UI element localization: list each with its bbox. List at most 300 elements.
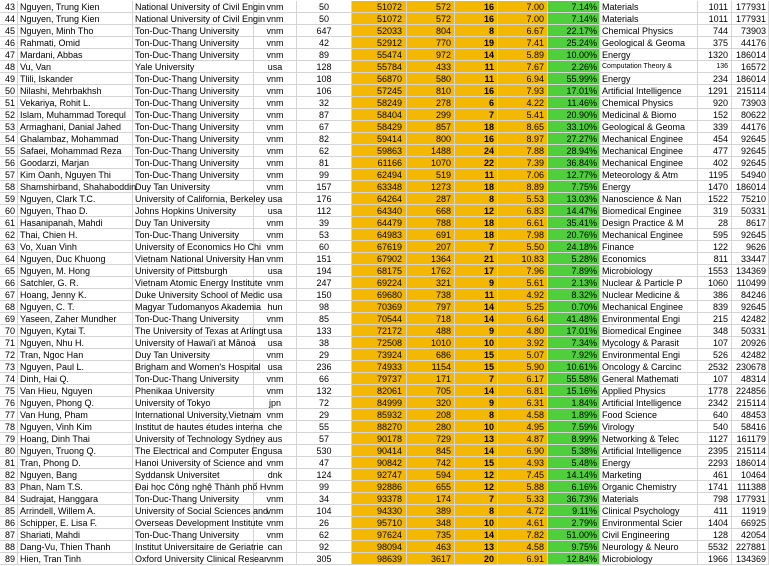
cell-value-e[interactable]: 28 <box>698 217 732 229</box>
cell-rank[interactable]: 62494 <box>352 169 407 181</box>
cell-value-c[interactable]: 11 <box>455 289 498 301</box>
cell-value-a[interactable]: 157 <box>297 181 352 193</box>
cell-author-name[interactable]: Dang-Vu, Thien Thanh <box>18 541 133 553</box>
cell-percentage[interactable]: 12.77% <box>548 169 600 181</box>
cell-rank[interactable]: 95710 <box>352 517 407 529</box>
cell-value-e[interactable]: 839 <box>698 301 732 313</box>
cell-value-c[interactable]: 16 <box>455 133 498 145</box>
cell-value-c[interactable]: 17 <box>455 265 498 277</box>
cell-field[interactable]: Microbiology <box>600 553 698 565</box>
cell-rank[interactable]: 84999 <box>352 397 407 409</box>
cell-value-c[interactable]: 24 <box>455 145 498 157</box>
cell-value-f[interactable]: 10464 <box>732 469 769 481</box>
cell-value-d[interactable]: 7.00 <box>498 13 548 25</box>
cell-field[interactable]: Biomedical Enginee <box>600 325 698 337</box>
cell-institution[interactable]: National University of Civil Engin <box>135 2 266 12</box>
cell-value-b[interactable]: 1154 <box>407 361 455 373</box>
cell-author-name[interactable]: Van Hung, Pham <box>18 409 133 421</box>
table-row[interactable] <box>0 25 769 37</box>
cell-country-code[interactable]: che <box>254 421 297 433</box>
cell-country-code[interactable]: usa <box>254 205 297 217</box>
cell-institution[interactable]: Vietnam Atomic Energy Institute <box>135 278 263 288</box>
cell-value-f[interactable]: 92645 <box>732 157 769 169</box>
cell-value-e[interactable]: 339 <box>698 121 732 133</box>
cell-rank[interactable]: 98639 <box>352 553 407 565</box>
cell-field[interactable]: Chemical Physics <box>600 97 698 109</box>
cell-institution[interactable]: University of Tokyo <box>133 397 254 409</box>
cell-value-b[interactable]: 797 <box>407 301 455 313</box>
cell-value-b[interactable]: 278 <box>407 97 455 109</box>
table-row[interactable] <box>0 325 769 337</box>
cell-value-e[interactable]: 920 <box>698 97 732 109</box>
cell-rank[interactable]: 94330 <box>352 505 407 517</box>
cell-percentage[interactable]: 7.92% <box>548 349 600 361</box>
cell-author-name[interactable]: Nguyen, Truong Q. <box>18 445 133 457</box>
table-row[interactable] <box>0 49 769 61</box>
cell-value-a[interactable]: 72 <box>297 397 352 409</box>
cell-field[interactable]: Clinical Psychology <box>600 505 698 517</box>
cell-percentage[interactable]: 8.32% <box>548 289 600 301</box>
cell-institution[interactable]: Ton-Duc-Thang University <box>133 133 254 145</box>
cell-field[interactable]: Biomedical Enginee <box>600 205 698 217</box>
cell-value-f[interactable]: 11919 <box>732 505 769 517</box>
cell-value-c[interactable]: 9 <box>455 325 498 337</box>
cell-author-name[interactable]: Goodarzi, Marjan <box>18 157 133 169</box>
cell-value-c[interactable]: 16 <box>455 85 498 97</box>
cell-institution[interactable]: The University of Texas at Arlingt <box>135 326 266 336</box>
cell-value-a[interactable]: 29 <box>297 349 352 361</box>
cell-value-b[interactable]: 691 <box>407 229 455 241</box>
cell-value-a[interactable]: 50 <box>297 13 352 25</box>
cell-value-a[interactable]: 133 <box>297 325 352 337</box>
cell-value-f[interactable]: 73903 <box>732 97 769 109</box>
cell-value-a[interactable]: 176 <box>297 193 352 205</box>
cell-percentage[interactable]: 2.79% <box>548 517 600 529</box>
cell-value-c[interactable]: 15 <box>455 361 498 373</box>
cell-value-a[interactable]: 647 <box>297 25 352 37</box>
cell-country-code[interactable]: usa <box>254 337 297 349</box>
cell-author-name[interactable]: Nguyen, Phong Q. <box>18 397 133 409</box>
cell-country-code[interactable]: vnm <box>254 157 297 169</box>
cell-value-f[interactable]: 177931 <box>732 13 769 25</box>
cell-value-e[interactable]: 348 <box>698 325 732 337</box>
cell-rank[interactable]: 88270 <box>352 421 407 433</box>
table-row[interactable] <box>0 241 769 253</box>
cell-value-e[interactable]: 640 <box>698 409 732 421</box>
cell-value-f[interactable]: 33447 <box>732 253 769 265</box>
cell-value-a[interactable]: 98 <box>297 301 352 313</box>
cell-institution[interactable]: National University of Civil Engin <box>135 14 266 24</box>
cell-author-name[interactable]: Ghalambaz, Mohammad <box>18 133 133 145</box>
table-row[interactable] <box>0 457 769 469</box>
cell-value-f[interactable]: 9626 <box>732 241 769 253</box>
cell-percentage[interactable]: 25.24% <box>548 37 600 49</box>
cell-value-d[interactable]: 7.98 <box>498 229 548 241</box>
cell-value-d[interactable]: 6.61 <box>498 217 548 229</box>
cell-country-code[interactable]: vnm <box>254 229 297 241</box>
cell-percentage[interactable]: 7.59% <box>548 421 600 433</box>
cell-institution[interactable]: Ton-Duc-Thang University <box>133 157 254 169</box>
cell-value-f[interactable]: 186014 <box>732 49 769 61</box>
cell-field[interactable]: Design Practice & M <box>600 217 698 229</box>
cell-percentage[interactable]: 12.84% <box>548 553 600 565</box>
cell-value-f[interactable]: 92645 <box>732 133 769 145</box>
cell-author-name[interactable]: Nguyen, Clark T.C. <box>18 193 133 205</box>
cell-rank[interactable]: 97624 <box>352 529 407 541</box>
cell-value-a[interactable]: 85 <box>297 313 352 325</box>
cell-value-c[interactable]: 10 <box>455 337 498 349</box>
cell-value-f[interactable]: 58416 <box>732 421 769 433</box>
cell-institution[interactable]: Ton-Duc-Thang University <box>133 109 254 121</box>
cell-institution[interactable]: Ton-Duc-Thang University <box>133 85 254 97</box>
cell-value-a[interactable]: 81 <box>297 157 352 169</box>
cell-value-c[interactable]: 12 <box>455 205 498 217</box>
cell-percentage[interactable]: 27.27% <box>548 133 600 145</box>
cell-value-b[interactable]: 735 <box>407 529 455 541</box>
cell-country-code[interactable]: vnm <box>254 109 297 121</box>
cell-institution[interactable]: Ton-Duc-Thang University <box>133 121 254 133</box>
table-row[interactable] <box>0 133 769 145</box>
cell-rank[interactable]: 63348 <box>352 181 407 193</box>
cell-rank[interactable]: 58249 <box>352 97 407 109</box>
cell-percentage[interactable]: 20.90% <box>548 109 600 121</box>
cell-value-d[interactable]: 4.95 <box>498 421 548 433</box>
cell-value-f[interactable]: 230678 <box>732 361 769 373</box>
cell-value-d[interactable]: 5.50 <box>498 241 548 253</box>
cell-value-a[interactable]: 29 <box>297 409 352 421</box>
table-row[interactable] <box>0 85 769 97</box>
cell-percentage[interactable]: 5.48% <box>548 457 600 469</box>
cell-value-f[interactable]: 8617 <box>732 217 769 229</box>
cell-value-d[interactable]: 8.97 <box>498 133 548 145</box>
cell-value-a[interactable]: 53 <box>297 229 352 241</box>
cell-value-f[interactable]: 186014 <box>732 181 769 193</box>
cell-value-c[interactable]: 13 <box>455 541 498 553</box>
cell-institution[interactable]: Ton-Duc-Thang University <box>133 145 254 157</box>
cell-value-e[interactable]: 136 <box>698 61 732 73</box>
cell-percentage[interactable]: 22.17% <box>548 25 600 37</box>
cell-value-d[interactable]: 8.65 <box>498 121 548 133</box>
cell-field[interactable]: General Mathemati <box>600 373 698 385</box>
cell-value-b[interactable]: 389 <box>407 505 455 517</box>
cell-value-d[interactable]: 4.58 <box>498 541 548 553</box>
cell-value-a[interactable]: 60 <box>297 241 352 253</box>
cell-author-name[interactable]: Arrindell, Willem A. <box>18 505 133 517</box>
cell-value-d[interactable]: 5.41 <box>498 109 548 121</box>
cell-country-code[interactable]: vnm <box>254 73 297 85</box>
cell-field[interactable]: Mechanical Enginee <box>600 133 698 145</box>
cell-value-b[interactable]: 800 <box>407 133 455 145</box>
cell-rank[interactable]: 61166 <box>352 157 407 169</box>
cell-value-e[interactable]: 1966 <box>698 553 732 565</box>
cell-value-a[interactable]: 112 <box>297 205 352 217</box>
cell-value-b[interactable]: 655 <box>407 481 455 493</box>
cell-author-name[interactable]: Kim Oanh, Nguyen Thi <box>18 169 133 181</box>
table-row[interactable] <box>0 121 769 133</box>
cell-value-c[interactable]: 22 <box>455 157 498 169</box>
table-row[interactable] <box>0 361 769 373</box>
cell-author-name[interactable]: Hien, Tran Tinh <box>18 553 133 565</box>
cell-value-c[interactable]: 19 <box>455 37 498 49</box>
cell-country-code[interactable]: vnm <box>254 97 297 109</box>
cell-percentage[interactable]: 20.76% <box>548 229 600 241</box>
cell-author-name[interactable]: Rahmati, Omid <box>18 37 133 49</box>
cell-author-name[interactable]: Nguyen, Bang <box>18 469 133 481</box>
cell-value-c[interactable]: 14 <box>455 529 498 541</box>
cell-value-f[interactable]: 177931 <box>732 1 769 13</box>
cell-value-c[interactable]: 6 <box>455 97 498 109</box>
cell-value-b[interactable]: 348 <box>407 517 455 529</box>
cell-author-name[interactable]: Phan, Nam T.S. <box>18 481 133 493</box>
cell-value-e[interactable]: 107 <box>698 337 732 349</box>
cell-value-f[interactable]: 44176 <box>732 121 769 133</box>
cell-field[interactable]: Finance <box>600 241 698 253</box>
cell-value-d[interactable]: 6.81 <box>498 385 548 397</box>
cell-field[interactable]: Energy <box>600 49 698 61</box>
cell-value-b[interactable]: 488 <box>407 325 455 337</box>
cell-value-b[interactable]: 845 <box>407 445 455 457</box>
cell-value-c[interactable]: 21 <box>455 253 498 265</box>
cell-rank[interactable]: 70369 <box>352 301 407 313</box>
cell-value-d[interactable]: 8.89 <box>498 181 548 193</box>
cell-value-c[interactable]: 12 <box>455 469 498 481</box>
cell-field[interactable]: Food Science <box>600 409 698 421</box>
cell-field[interactable]: Artificial Intelligence <box>600 85 698 97</box>
cell-percentage[interactable]: 8.99% <box>548 433 600 445</box>
cell-value-e[interactable]: 5532 <box>698 541 732 553</box>
cell-value-c[interactable]: 14 <box>455 445 498 457</box>
cell-country-code[interactable]: vnm <box>254 493 297 505</box>
table-row[interactable] <box>0 13 769 25</box>
cell-value-c[interactable]: 8 <box>455 193 498 205</box>
cell-value-b[interactable]: 972 <box>407 49 455 61</box>
cell-value-c[interactable]: 14 <box>455 49 498 61</box>
cell-value-f[interactable]: 75210 <box>732 193 769 205</box>
cell-institution[interactable]: Overseas Development Institute <box>135 518 264 528</box>
cell-value-a[interactable]: 132 <box>297 385 352 397</box>
cell-value-a[interactable]: 99 <box>297 169 352 181</box>
cell-author-name[interactable]: Nguyen, Vinh Kim <box>18 421 133 433</box>
cell-value-d[interactable]: 5.53 <box>498 193 548 205</box>
cell-value-c[interactable]: 11 <box>455 73 498 85</box>
cell-value-b[interactable]: 1273 <box>407 181 455 193</box>
cell-value-a[interactable]: 34 <box>297 493 352 505</box>
cell-rank[interactable]: 90842 <box>352 457 407 469</box>
cell-rank[interactable]: 68175 <box>352 265 407 277</box>
cell-field[interactable]: Neurology & Neuro <box>600 541 698 553</box>
cell-value-c[interactable]: 15 <box>455 349 498 361</box>
table-row[interactable] <box>0 169 769 181</box>
cell-value-b[interactable]: 705 <box>407 385 455 397</box>
cell-value-c[interactable]: 14 <box>455 301 498 313</box>
cell-value-c[interactable]: 13 <box>455 433 498 445</box>
cell-value-f[interactable]: 186014 <box>732 457 769 469</box>
cell-rank[interactable]: 52912 <box>352 37 407 49</box>
cell-value-d[interactable]: 5.25 <box>498 301 548 313</box>
cell-value-c[interactable]: 8 <box>455 409 498 421</box>
table-row[interactable] <box>0 385 769 397</box>
cell-value-c[interactable]: 18 <box>455 217 498 229</box>
cell-field[interactable]: Applied Physics <box>600 385 698 397</box>
cell-field[interactable]: Nuclear & Particle P <box>600 277 698 289</box>
cell-value-c[interactable]: 11 <box>455 169 498 181</box>
cell-field[interactable]: Mechanical Enginee <box>600 229 698 241</box>
cell-value-d[interactable]: 3.92 <box>498 337 548 349</box>
cell-value-e[interactable]: 411 <box>698 505 732 517</box>
cell-percentage[interactable]: 33.10% <box>548 121 600 133</box>
cell-author-name[interactable]: Thai, Chien H. <box>18 229 133 241</box>
table-row[interactable] <box>0 181 769 193</box>
cell-field[interactable]: Mechanical Enginee <box>600 157 698 169</box>
cell-institution[interactable]: Ton-Duc-Thang University <box>133 313 254 325</box>
cell-field[interactable]: Energy <box>600 181 698 193</box>
table-row[interactable] <box>0 397 769 409</box>
cell-value-e[interactable]: 1011 <box>698 1 732 13</box>
cell-value-f[interactable]: 44176 <box>732 37 769 49</box>
table-row[interactable] <box>0 337 769 349</box>
table-row[interactable] <box>0 301 769 313</box>
cell-value-a[interactable]: 32 <box>297 97 352 109</box>
cell-value-f[interactable]: 48314 <box>732 373 769 385</box>
cell-value-e[interactable]: 1470 <box>698 181 732 193</box>
table-row[interactable] <box>0 217 769 229</box>
cell-field[interactable]: Environmental Scier <box>600 517 698 529</box>
cell-institution[interactable]: Institut Universitaire de Geriatrie <box>135 542 264 552</box>
cell-field[interactable]: Materials <box>600 1 698 13</box>
cell-institution[interactable]: Duy Tan University <box>133 217 254 229</box>
cell-rank[interactable]: 56870 <box>352 73 407 85</box>
cell-value-c[interactable]: 18 <box>455 121 498 133</box>
cell-institution[interactable]: Ton-Duc-Thang University <box>133 529 254 541</box>
cell-value-b[interactable]: 738 <box>407 289 455 301</box>
cell-author-name[interactable]: Nguyen, Trung Kien <box>18 1 133 13</box>
cell-value-f[interactable]: 110499 <box>732 277 769 289</box>
cell-value-e[interactable]: 234 <box>698 73 732 85</box>
cell-value-d[interactable]: 7.45 <box>498 469 548 481</box>
cell-value-d[interactable]: 6.17 <box>498 373 548 385</box>
cell-value-b[interactable]: 3617 <box>407 553 455 565</box>
cell-value-f[interactable]: 92645 <box>732 229 769 241</box>
cell-value-d[interactable]: 7.88 <box>498 145 548 157</box>
cell-value-b[interactable]: 686 <box>407 349 455 361</box>
cell-value-e[interactable]: 319 <box>698 205 732 217</box>
cell-field[interactable]: Virology <box>600 421 698 433</box>
cell-author-name[interactable]: Satchler, G. R. <box>18 277 133 289</box>
cell-value-c[interactable]: 7 <box>455 373 498 385</box>
cell-field[interactable]: Mycology & Parasit <box>600 337 698 349</box>
cell-institution[interactable]: Duy Tan University <box>133 349 254 361</box>
cell-country-code[interactable]: vnm <box>254 553 297 565</box>
cell-field[interactable]: Artificial Intelligence <box>600 445 698 457</box>
cell-value-a[interactable]: 128 <box>297 61 352 73</box>
cell-percentage[interactable]: 7.34% <box>548 337 600 349</box>
cell-value-d[interactable]: 5.89 <box>498 49 548 61</box>
cell-value-e[interactable]: 744 <box>698 25 732 37</box>
cell-country-code[interactable]: vnm <box>254 373 297 385</box>
cell-percentage[interactable]: 7.14% <box>548 1 600 13</box>
cell-country-code[interactable]: jpn <box>254 397 297 409</box>
cell-value-b[interactable]: 810 <box>407 85 455 97</box>
cell-value-c[interactable]: 8 <box>455 25 498 37</box>
cell-value-c[interactable]: 11 <box>455 61 498 73</box>
cell-value-c[interactable]: 16 <box>455 13 498 25</box>
cell-value-e[interactable]: 1127 <box>698 433 732 445</box>
cell-author-name[interactable]: Vo, Xuan Vinh <box>18 241 133 253</box>
cell-value-b[interactable]: 433 <box>407 61 455 73</box>
cell-percentage[interactable]: 55.99% <box>548 73 600 85</box>
cell-field[interactable]: Nanoscience & Nan <box>600 193 698 205</box>
cell-value-d[interactable]: 4.87 <box>498 433 548 445</box>
cell-rank[interactable]: 57245 <box>352 85 407 97</box>
cell-author-name[interactable]: Nilashi, Mehrbakhsh <box>18 85 133 97</box>
cell-value-d[interactable]: 7.96 <box>498 265 548 277</box>
cell-country-code[interactable]: usa <box>254 61 297 73</box>
cell-institution[interactable]: Hanoi University of Science and <box>135 458 263 468</box>
cell-author-name[interactable]: Islam, Muhammad Torequl <box>18 109 133 121</box>
cell-percentage[interactable]: 41.48% <box>548 313 600 325</box>
cell-value-f[interactable]: 224856 <box>732 385 769 397</box>
cell-country-code[interactable]: vnm <box>254 481 297 493</box>
cell-percentage[interactable]: 2.13% <box>548 277 600 289</box>
cell-value-f[interactable]: 20926 <box>732 337 769 349</box>
cell-rank[interactable]: 70544 <box>352 313 407 325</box>
cell-institution[interactable]: Ton-Duc-Thang University <box>133 373 254 385</box>
cell-author-name[interactable]: Van Hieu, Nguyen <box>18 385 133 397</box>
cell-value-c[interactable]: 16 <box>455 1 498 13</box>
cell-value-e[interactable]: 386 <box>698 289 732 301</box>
cell-value-a[interactable]: 150 <box>297 289 352 301</box>
cell-rank[interactable]: 79737 <box>352 373 407 385</box>
cell-value-d[interactable]: 7.06 <box>498 169 548 181</box>
table-row[interactable] <box>0 229 769 241</box>
cell-value-c[interactable]: 10 <box>455 517 498 529</box>
cell-country-code[interactable]: vnm <box>254 145 297 157</box>
cell-country-code[interactable]: vnm <box>254 169 297 181</box>
cell-value-d[interactable]: 7.82 <box>498 529 548 541</box>
cell-rank[interactable]: 73924 <box>352 349 407 361</box>
cell-author-name[interactable]: Armaghani, Danial Jahed <box>18 121 133 133</box>
cell-rank[interactable]: 98094 <box>352 541 407 553</box>
cell-field[interactable]: Economics <box>600 253 698 265</box>
cell-author-name[interactable]: Nguyen, Minh Tho <box>18 25 133 37</box>
cell-value-a[interactable]: 55 <box>297 421 352 433</box>
cell-rank[interactable]: 72508 <box>352 337 407 349</box>
cell-value-f[interactable]: 215114 <box>732 85 769 97</box>
cell-value-b[interactable]: 668 <box>407 205 455 217</box>
cell-country-code[interactable]: vnm <box>254 385 297 397</box>
cell-value-d[interactable]: 6.31 <box>498 397 548 409</box>
cell-value-a[interactable]: 194 <box>297 265 352 277</box>
cell-percentage[interactable]: 13.03% <box>548 193 600 205</box>
cell-value-c[interactable]: 9 <box>455 277 498 289</box>
cell-field[interactable]: Oncology & Carcinc <box>600 361 698 373</box>
cell-value-f[interactable]: 73903 <box>732 25 769 37</box>
cell-value-d[interactable]: 7.41 <box>498 37 548 49</box>
cell-author-name[interactable]: Mardani, Abbas <box>18 49 133 61</box>
table-row[interactable] <box>0 73 769 85</box>
cell-rank[interactable]: 90178 <box>352 433 407 445</box>
cell-percentage[interactable]: 5.38% <box>548 445 600 457</box>
cell-percentage[interactable]: 17.01% <box>548 85 600 97</box>
cell-value-c[interactable]: 14 <box>455 385 498 397</box>
table-row[interactable] <box>0 529 769 541</box>
cell-value-f[interactable]: 84246 <box>732 289 769 301</box>
cell-value-e[interactable]: 595 <box>698 229 732 241</box>
cell-institution[interactable]: Johns Hopkins University <box>133 205 254 217</box>
cell-value-b[interactable]: 770 <box>407 37 455 49</box>
cell-value-a[interactable]: 57 <box>297 433 352 445</box>
cell-value-b[interactable]: 207 <box>407 241 455 253</box>
